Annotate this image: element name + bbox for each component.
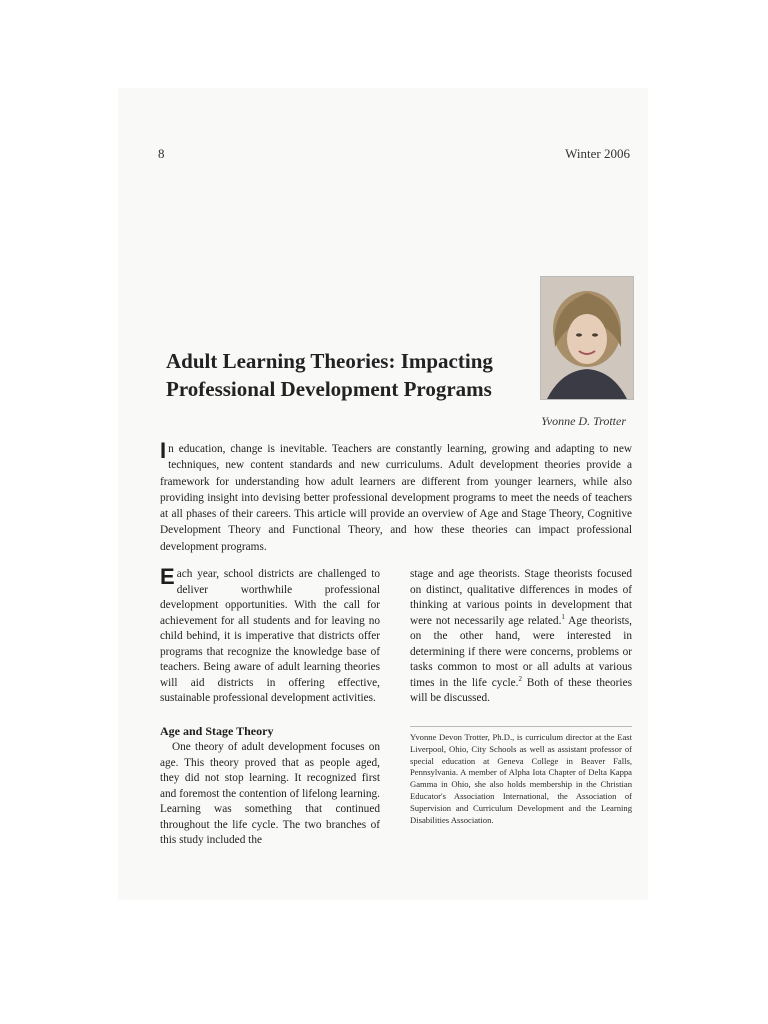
right-text-a: stage and age theorists. Stage theorists focused on distinct, qualitative differences in modes of thinking at various points in development that were not necessarily age related. <box>410 568 632 627</box>
author-bio: Yvonne Devon Trotter, Ph.D., is curriculum director at the East Liverpool, Ohio, City Schools as well as assistant professor of special education at Geneva College in Beaver Falls, Pennsylvania. A member of Alpha Iota Chapter of Delta Kappa Gamma in Ohio, she also holds membership in the Christian Educator's Association International, the Association of Supervision and Curriculum Development and the Learning Disabilities Association. <box>410 732 632 825</box>
right-text-c: Both of these theories will be discussed. <box>410 676 632 704</box>
intro-paragraph <box>160 564 380 707</box>
abstract-text: n education, change is inevitable. Teachers are constantly learning, growing and adapting to new techniques, new content standards and new curriculums. Adult development theories provide a framework for understanding how adult learners are different from younger learners, while also providing insight into devising better professional development programs to meet the needs of teachers at all phases of their careers. This article will provide an overview of Age and Stage Theory, Cognitive Development Theory and Functional Theory, and how these theories can impact professional development programs. <box>160 443 632 553</box>
right-column-paragraph <box>410 567 632 707</box>
article-author: Yvonne D. Trotter <box>541 414 626 428</box>
abstract-dropcap: I <box>160 438 167 463</box>
author-portrait-image <box>541 277 633 399</box>
section-heading: Age and Stage Theory <box>160 724 274 738</box>
issue-date: Winter 2006 <box>565 146 630 161</box>
author-photo <box>540 276 634 400</box>
intro-text: ach year, school districts are challenged to deliver worthwhile professional development opportunities. With the call for achievement for all students and for leaving no child behind, it is imperative that districts offer programs that recognize the knowledge base of teachers. Being aware of adult learning theories will aid districts in offering effective, sustainable professional development activities. <box>160 568 380 704</box>
article-title: Adult Learning Theories: Impacting Professional Development Programs <box>166 349 493 401</box>
footnote-2: 2 <box>518 674 522 683</box>
page-number: 8 <box>158 146 165 161</box>
intro-dropcap: E <box>160 564 175 589</box>
section-paragraph: One theory of adult development focuses on age. This theory proved that as people aged, they did not stop learning. It recognized first and foremost the contention of lifelong learning. Learning was something that continued throughout the life cycle. The two branches of this study included the <box>160 741 380 846</box>
article-abstract <box>160 438 632 555</box>
footnote-1: 1 <box>561 612 565 621</box>
right-text-b: Age theorists, on the other hand, were interested in determining if there were concerns, problems or tasks common to most or all adults at various times in the life cycle. <box>410 614 632 689</box>
bio-divider <box>410 726 632 727</box>
